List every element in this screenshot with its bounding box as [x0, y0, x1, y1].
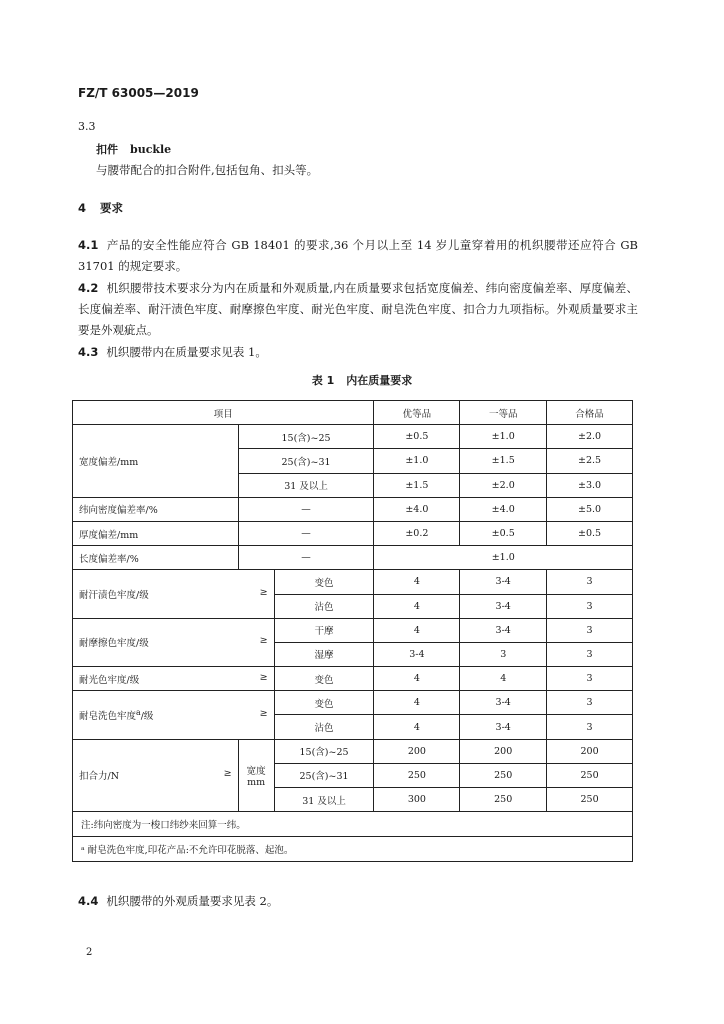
- range-cell: 31 及以上: [274, 788, 374, 812]
- geq-symbol: ≥: [223, 768, 232, 780]
- value-excellent: 3-4: [374, 642, 460, 666]
- standard-code: FZ/T 63005—2019: [78, 86, 199, 100]
- value-all-grades: ±1.0: [374, 546, 633, 570]
- value-excellent: 4: [374, 594, 460, 618]
- section-title: 要求: [100, 201, 124, 215]
- row-label-text: 耐皂洗色牢度: [79, 711, 137, 723]
- table-caption: [0, 372, 724, 388]
- row-label-text: 耐摩擦色牢度/级: [79, 638, 149, 650]
- value-qualified: ±2.0: [547, 425, 633, 449]
- table-row: [73, 570, 633, 594]
- table-row: [73, 546, 633, 570]
- sub-item: 沾色: [274, 594, 374, 618]
- paragraph-number: 4.1: [78, 238, 99, 252]
- paragraph-4-2: [78, 278, 638, 341]
- sub-item: 沾色: [274, 715, 374, 739]
- table-header-row: [73, 401, 633, 425]
- table-row: [73, 521, 633, 545]
- row-label-soaping: [73, 691, 275, 739]
- table-row: [73, 667, 633, 691]
- value-first: ±1.5: [460, 449, 547, 473]
- value-first: 3-4: [460, 594, 547, 618]
- value-excellent: ±0.2: [374, 521, 460, 545]
- value-first: 4: [460, 667, 547, 691]
- term-en: buckle: [130, 143, 172, 156]
- value-first: 3: [460, 642, 547, 666]
- geq-symbol: ≥: [259, 635, 268, 647]
- paragraph-text: 机织腰带技术要求分为内在质量和外观质量,内在质量要求包括宽度偏差、纬向密度偏差率、厚度偏差、长度偏差率、耐汗渍色牢度、耐摩擦色牢度、耐光色牢度、耐皂洗色牢度、扣合力九项指标。外观质量要求主要是外观疵点。: [78, 281, 638, 337]
- value-excellent: 4: [374, 570, 460, 594]
- sub-item: 湿摩: [274, 642, 374, 666]
- row-label-light: [73, 667, 275, 691]
- value-qualified: 3: [547, 618, 633, 642]
- row-label-unit: /级: [140, 711, 154, 723]
- sub-item: 变色: [274, 570, 374, 594]
- quality-requirements-table: [72, 400, 633, 862]
- value-excellent: 300: [374, 788, 460, 812]
- row-label-rubbing: [73, 618, 275, 666]
- paragraph-number: 4.4: [78, 894, 99, 908]
- dash-cell: —: [238, 521, 374, 545]
- table-row: [73, 739, 633, 763]
- range-cell: 25(含)~31: [274, 763, 374, 787]
- range-cell: 15(含)~25: [274, 739, 374, 763]
- value-qualified: 3: [547, 667, 633, 691]
- geq-symbol: ≥: [259, 671, 268, 683]
- dash-cell: —: [238, 546, 374, 570]
- value-first: ±1.0: [460, 425, 547, 449]
- value-qualified: 3: [547, 715, 633, 739]
- value-first: ±2.0: [460, 473, 547, 497]
- clause-number: 3.3: [78, 120, 96, 133]
- row-label-text: 扣合力/N: [79, 771, 120, 783]
- value-first: ±0.5: [460, 521, 547, 545]
- value-qualified: ±0.5: [547, 521, 633, 545]
- header-excellent: 优等品: [374, 401, 460, 425]
- geq-symbol: ≥: [259, 587, 268, 598]
- range-cell: 15(含)~25: [238, 425, 374, 449]
- value-excellent: 4: [374, 618, 460, 642]
- row-label-width-deviation: 宽度偏差/mm: [73, 425, 239, 498]
- table-footnote: ᵃ 耐皂洗色牢度,印花产品:不允许印花脱落、起泡。: [73, 837, 633, 862]
- row-label-thickness: 厚度偏差/mm: [73, 521, 239, 545]
- paragraph-number: 4.3: [78, 345, 99, 359]
- value-qualified: 250: [547, 763, 633, 787]
- table-caption-title: 内在质量要求: [346, 374, 413, 387]
- value-first: 3-4: [460, 570, 547, 594]
- section-heading: [78, 200, 137, 216]
- range-cell: 31 及以上: [238, 473, 374, 497]
- row-label-length: 长度偏差率/%: [73, 546, 239, 570]
- table-row: [73, 691, 633, 715]
- paragraph-text: 机织腰带内在质量要求见表 1。: [106, 345, 267, 359]
- value-excellent: 4: [374, 691, 460, 715]
- value-first: 3-4: [460, 618, 547, 642]
- term-cn: 扣件: [96, 143, 118, 156]
- width-label: 宽度: [246, 765, 266, 777]
- value-qualified: 3: [547, 570, 633, 594]
- table-row: [73, 497, 633, 521]
- sub-item: 变色: [274, 691, 374, 715]
- table-note-row: [73, 812, 633, 837]
- term-heading: [96, 141, 183, 157]
- value-qualified: 200: [547, 739, 633, 763]
- table-footnote-row: [73, 837, 633, 862]
- table-caption-number: 表 1: [311, 374, 335, 387]
- paragraph-4-4: [78, 891, 638, 912]
- term-definition: 与腰带配合的扣合附件,包括包角、扣头等。: [96, 163, 319, 177]
- paragraph-text: 机织腰带的外观质量要求见表 2。: [106, 894, 279, 908]
- page-number: 2: [86, 947, 93, 958]
- range-cell: 25(含)~31: [238, 449, 374, 473]
- section-number: 4: [78, 201, 87, 215]
- value-excellent: 4: [374, 715, 460, 739]
- value-first: 200: [460, 739, 547, 763]
- row-label-text: 耐光色牢度/级: [79, 674, 140, 686]
- width-unit-cell: [238, 739, 274, 812]
- value-qualified: ±2.5: [547, 449, 633, 473]
- header-item: 项目: [73, 401, 374, 425]
- paragraph-number: 4.2: [78, 281, 99, 295]
- paragraph-4-1: [78, 235, 638, 277]
- value-excellent: ±4.0: [374, 497, 460, 521]
- value-first: 250: [460, 763, 547, 787]
- sub-item: 变色: [274, 667, 374, 691]
- header-first: 一等品: [460, 401, 547, 425]
- value-excellent: ±0.5: [374, 425, 460, 449]
- value-qualified: ±5.0: [547, 497, 633, 521]
- paragraph-4-3: [78, 342, 638, 363]
- value-excellent: 200: [374, 739, 460, 763]
- value-excellent: 250: [374, 763, 460, 787]
- dash-cell: —: [238, 497, 374, 521]
- table-note: 注:纬向密度为一梭口纬纱来回算一纬。: [73, 812, 633, 837]
- header-qualified: 合格品: [547, 401, 633, 425]
- row-label-buckle-force: [73, 739, 239, 812]
- value-qualified: 3: [547, 691, 633, 715]
- value-first: 250: [460, 788, 547, 812]
- value-qualified: 3: [547, 642, 633, 666]
- paragraph-text: 产品的安全性能应符合 GB 18401 的要求,36 个月以上至 14 岁儿童穿着用的机织腰带还应符合 GB 31701 的规定要求。: [78, 238, 638, 273]
- value-first: 3-4: [460, 715, 547, 739]
- footnote-mark: a: [136, 707, 141, 717]
- table-row: [73, 618, 633, 642]
- value-excellent: 4: [374, 667, 460, 691]
- width-unit: mm: [247, 776, 266, 788]
- table-row: [73, 425, 633, 449]
- value-qualified: ±3.0: [547, 473, 633, 497]
- value-excellent: ±1.5: [374, 473, 460, 497]
- row-label-weft-density: 纬向密度偏差率/%: [73, 497, 239, 521]
- sub-item: 干摩: [274, 618, 374, 642]
- row-label-text: 耐汗渍色牢度/级: [79, 590, 149, 601]
- geq-symbol: ≥: [259, 707, 268, 719]
- row-label-perspiration: [73, 570, 275, 618]
- value-qualified: 3: [547, 594, 633, 618]
- value-first: ±4.0: [460, 497, 547, 521]
- value-qualified: 250: [547, 788, 633, 812]
- value-first: 3-4: [460, 691, 547, 715]
- value-excellent: ±1.0: [374, 449, 460, 473]
